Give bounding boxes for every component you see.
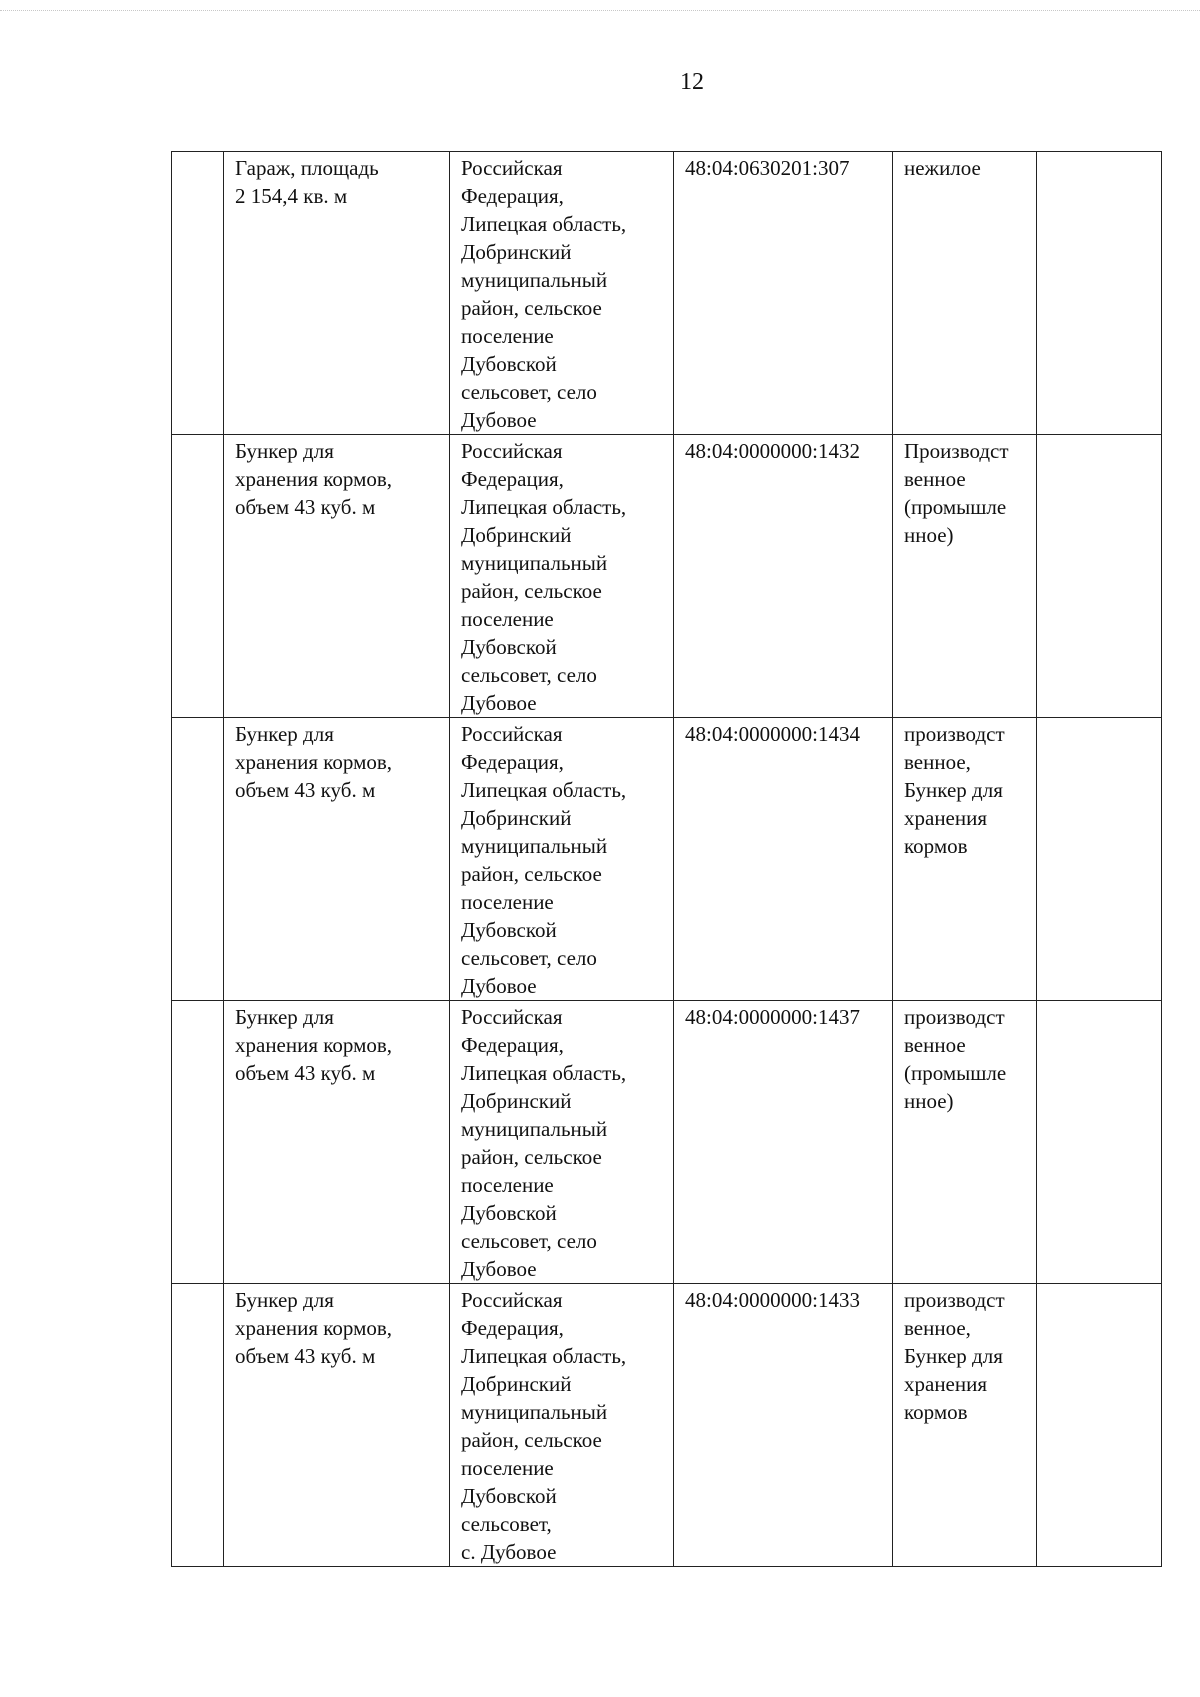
object-name-line: Бункер для [235, 1288, 334, 1312]
property-table-body [172, 152, 1162, 1567]
purpose-line: производст [904, 1005, 1005, 1029]
address-line: район, сельское [461, 862, 602, 886]
purpose-line: кормов [904, 1400, 968, 1424]
purpose-line: хранения [904, 1372, 988, 1396]
purpose-line: хранения [904, 806, 988, 830]
cadastral-number-cell [674, 718, 893, 1001]
address-line: Федерация, [461, 467, 564, 491]
purpose-line: производст [904, 722, 1005, 746]
address-line: сельсовет, село [461, 380, 597, 404]
purpose-line: Бункер для [904, 1344, 1003, 1368]
cadastral-number: 48:04:0000000:1434 [685, 722, 861, 746]
row-number-cell [172, 718, 224, 1001]
address-cell [450, 435, 674, 718]
table-row [172, 152, 1162, 435]
address-line: муниципальный [461, 1117, 608, 1141]
object-name-line: Бункер для [235, 1005, 334, 1029]
object-name-line: Гараж, площадь [235, 156, 379, 180]
row-number-cell [172, 1284, 224, 1567]
extra-cell [1037, 1001, 1162, 1284]
object-name-cell [224, 1284, 450, 1567]
row-number-cell [172, 1001, 224, 1284]
address-line: сельсовет, [461, 1512, 552, 1536]
address-cell [450, 152, 674, 435]
purpose-line: Бункер для [904, 778, 1003, 802]
purpose-line: (промышле [904, 1061, 1007, 1085]
cadastral-number-cell [674, 1284, 893, 1567]
address-line: Добринский [461, 240, 572, 264]
cadastral-number-cell [674, 435, 893, 718]
table-row [172, 435, 1162, 718]
address-line: Дубовской [461, 1201, 557, 1225]
table-row [172, 1001, 1162, 1284]
address-line: Липецкая область, [461, 495, 627, 519]
address-line: сельсовет, село [461, 1229, 597, 1253]
table-row [172, 718, 1162, 1001]
address-line: район, сельское [461, 579, 602, 603]
address-line: поселение [461, 607, 554, 631]
purpose-line: кормов [904, 834, 968, 858]
address-line: Российская [461, 1288, 563, 1312]
address-line: сельсовет, село [461, 946, 597, 970]
address-line: Дубовской [461, 1484, 557, 1508]
table-row [172, 1284, 1162, 1567]
address-line: район, сельское [461, 1145, 602, 1169]
address-line: Добринский [461, 1372, 572, 1396]
object-name-line: хранения кормов, [235, 750, 393, 774]
address-line: с. Дубовое [461, 1540, 557, 1564]
address-line: Липецкая область, [461, 1061, 627, 1085]
row-number-cell [172, 435, 224, 718]
purpose-line: (промышле [904, 495, 1007, 519]
address-line: Добринский [461, 523, 572, 547]
row-number-cell [172, 152, 224, 435]
address-line: Добринский [461, 806, 572, 830]
purpose-line: венное [904, 467, 966, 491]
object-name-line: хранения кормов, [235, 1033, 393, 1057]
address-line: Дубовое [461, 408, 537, 432]
address-line: муниципальный [461, 268, 608, 292]
extra-cell [1037, 1284, 1162, 1567]
object-name-line: 2 154,4 кв. м [235, 184, 348, 208]
address-line: муниципальный [461, 834, 608, 858]
purpose-line: нное) [904, 1089, 954, 1113]
address-line: Дубовое [461, 974, 537, 998]
page-number: 12 [680, 69, 704, 95]
extra-cell [1037, 152, 1162, 435]
object-name-line: хранения кормов, [235, 467, 393, 491]
object-name-line: хранения кормов, [235, 1316, 393, 1340]
object-name-cell [224, 435, 450, 718]
address-line: Федерация, [461, 1033, 564, 1057]
address-line: Российская [461, 722, 563, 746]
address-cell [450, 718, 674, 1001]
cadastral-number: 48:04:0000000:1437 [685, 1005, 861, 1029]
purpose-line: венное, [904, 1316, 971, 1340]
object-name-line: объем 43 куб. м [235, 1061, 376, 1085]
address-line: Дубовской [461, 918, 557, 942]
address-line: Дубовое [461, 691, 537, 715]
object-name-line: Бункер для [235, 439, 334, 463]
address-line: Добринский [461, 1089, 572, 1113]
address-line: Дубовое [461, 1257, 537, 1281]
purpose-cell [893, 1001, 1037, 1284]
purpose-line: Производст [904, 439, 1009, 463]
extra-cell [1037, 435, 1162, 718]
object-name-line: объем 43 куб. м [235, 495, 376, 519]
address-cell [450, 1001, 674, 1284]
scan-top-edge [0, 10, 1200, 11]
address-line: Российская [461, 1005, 563, 1029]
address-line: муниципальный [461, 1400, 608, 1424]
address-line: Российская [461, 156, 563, 180]
address-line: район, сельское [461, 1428, 602, 1452]
object-name-line: объем 43 куб. м [235, 1344, 376, 1368]
address-line: район, сельское [461, 296, 602, 320]
address-line: Дубовской [461, 352, 557, 376]
object-name-cell [224, 1001, 450, 1284]
purpose-line: нежилое [904, 156, 981, 180]
cadastral-number: 48:04:0630201:307 [685, 156, 850, 180]
address-line: муниципальный [461, 551, 608, 575]
address-line: сельсовет, село [461, 663, 597, 687]
extra-cell [1037, 718, 1162, 1001]
object-name-cell [224, 152, 450, 435]
cadastral-number: 48:04:0000000:1432 [685, 439, 861, 463]
purpose-cell [893, 435, 1037, 718]
purpose-line: венное, [904, 750, 971, 774]
purpose-line: нное) [904, 523, 954, 547]
address-line: поселение [461, 1456, 554, 1480]
purpose-cell [893, 718, 1037, 1001]
cadastral-number: 48:04:0000000:1433 [685, 1288, 861, 1312]
purpose-line: венное [904, 1033, 966, 1057]
address-line: Федерация, [461, 1316, 564, 1340]
object-name-line: объем 43 куб. м [235, 778, 376, 802]
object-name-line: Бункер для [235, 722, 334, 746]
address-line: поселение [461, 890, 554, 914]
address-line: поселение [461, 324, 554, 348]
address-line: Липецкая область, [461, 212, 627, 236]
object-name-cell [224, 718, 450, 1001]
cadastral-number-cell [674, 1001, 893, 1284]
cadastral-number-cell [674, 152, 893, 435]
purpose-line: производст [904, 1288, 1005, 1312]
address-line: Дубовской [461, 635, 557, 659]
purpose-cell [893, 152, 1037, 435]
address-line: Российская [461, 439, 563, 463]
address-line: Липецкая область, [461, 1344, 627, 1368]
property-table [171, 151, 1162, 1567]
address-line: Федерация, [461, 184, 564, 208]
purpose-cell [893, 1284, 1037, 1567]
address-line: поселение [461, 1173, 554, 1197]
address-line: Федерация, [461, 750, 564, 774]
address-cell [450, 1284, 674, 1567]
address-line: Липецкая область, [461, 778, 627, 802]
